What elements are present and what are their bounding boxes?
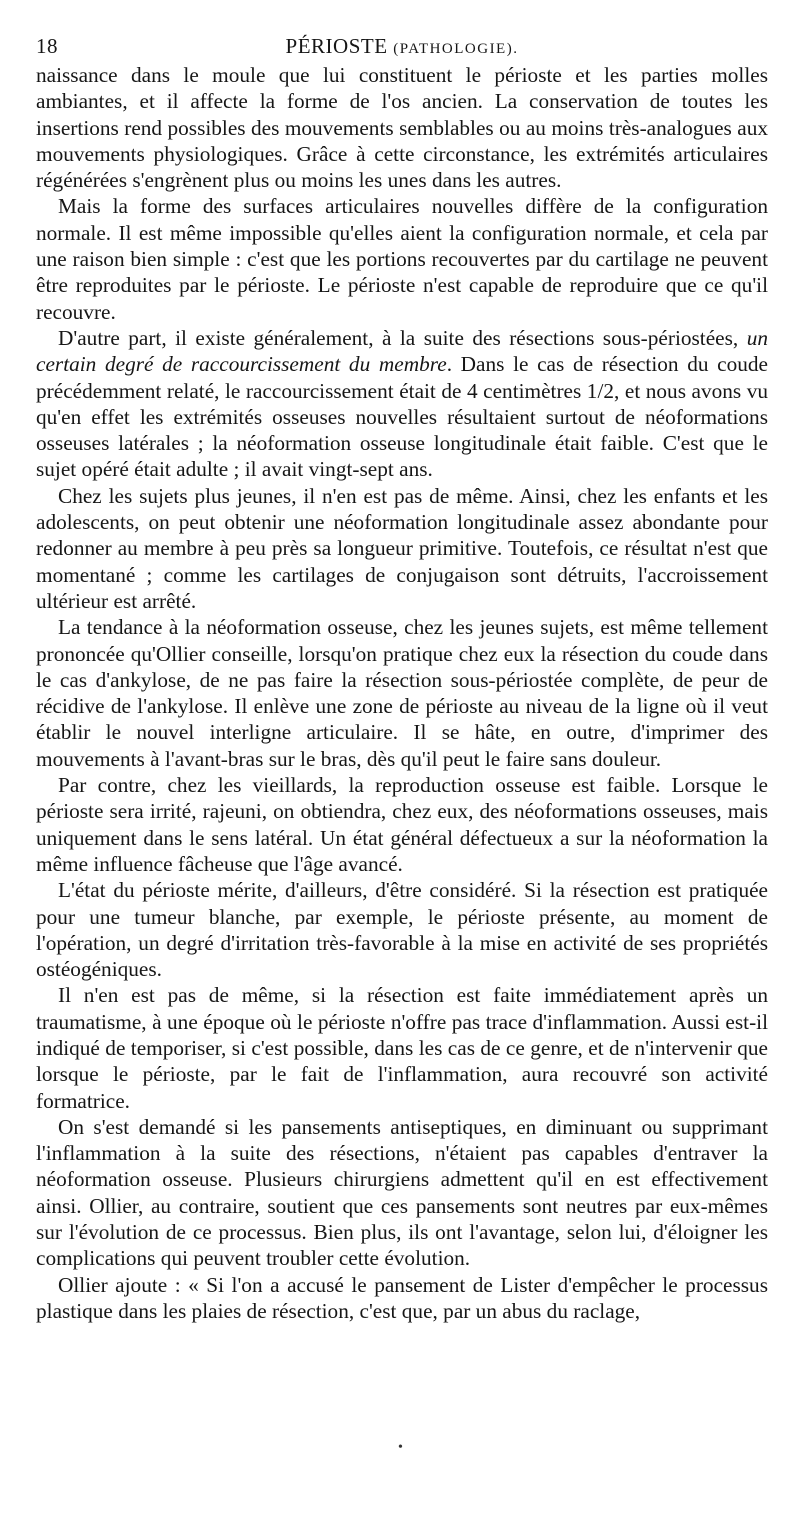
paragraph [36, 1272, 768, 1325]
paragraph [36, 614, 768, 772]
footer-mark: • [398, 1440, 403, 1455]
text-segment: L'état du périoste mérite, d'ailleurs, d'être considéré. Si la résection est pratiquée pour une tumeur blanche, par exemple, le périoste présente, au moment de l'opération, un degré d'irritation très-favorable à la mise en activité de ses propriétés ostéogéniques. [36, 878, 768, 982]
running-title [36, 34, 768, 59]
running-header [36, 28, 768, 62]
body-text [36, 62, 768, 1324]
page-number: 18 [36, 34, 58, 58]
text-segment: On s'est demandé si les pansements antiseptiques, en diminuant ou supprimant l'inflammation à la suite des résections, n'étaient pas capables d'entraver la néoformation osseuse. Plusieurs chirurgiens admettent qu'il en est effectivement ainsi. Ollier, au contraire, soutient que ces pansements sont neutres par eux-mêmes sur l'évolution de ce processus. Bien plus, ils ont l'avantage, selon lui, d'éloigner les complications qui peuvent troubler cette évolution. [36, 1114, 768, 1271]
text-segment: naissance dans le moule que lui constituent le périoste et les parties molles ambiantes, et il affecte la forme de l'os ancien. La conservation de toutes les insertions rend possibles des mouvements semblables ou au moins très-analogues aux mouvements physiologiques. Grâce à cette circonstance, les extrémités articulaires régénérées s'engrènent plus ou moins les unes dans les autres. [36, 63, 768, 193]
text-segment: D'autre part, il existe généralement, à la suite des résections sous-périostées, [58, 325, 747, 350]
text-segment: La tendance à la néoformation osseuse, chez les jeunes sujets, est même tellement prononcée qu'Ollier conseille, lorsqu'on pratique chez eux la résection du coude dans le cas d'ankylose, de ne pas faire la résection sous-périostée complète, de peur de récidive de l'ankylose. Il enlève une zone de périoste au niveau de la ligne où il veut établir le nouvel interligne articulaire. Il se hâte, en outre, d'imprimer des mouvements à l'avant-bras sur le bras, dès qu'il peut le faire sans douleur. [36, 615, 768, 771]
italic-text: un certain degré de raccourcissement du membre [36, 325, 768, 377]
paragraph [36, 193, 768, 324]
paragraph [36, 483, 768, 614]
text-segment: Chez les sujets plus jeunes, il n'en est pas de même. Ainsi, chez les enfants et les adolescents, on peut obtenir une néoformation longitudinale assez abondante pour redonner au membre à peu près sa longueur primitive. Toutefois, ce résultat n'est que momentané ; comme les cartilages de conjugaison sont détruits, l'accroissement ultérieur est arrêté. [36, 483, 768, 613]
paragraph [36, 982, 768, 1113]
book-page [36, 28, 768, 1324]
paragraph [36, 772, 768, 877]
paragraph [36, 877, 768, 982]
running-title-sub: (PATHOLOGIE). [393, 41, 519, 57]
paragraph [36, 325, 768, 483]
text-segment: . Dans le cas de résection du coude précédemment relaté, le raccourcissement était de 4 centimètres 1/2, et nous avons vu qu'en effet les extrémités osseuses nouvelles résultaient surtout de néoformations osseuses latérales ; la néoformation osseuse longitudinale était faible. C'est que le sujet opéré était adulte ; il avait vingt-sept ans. [36, 352, 769, 482]
text-segment: Par contre, chez les vieillards, la reproduction osseuse est faible. Lorsque le périoste sera irrité, rajeuni, on obtiendra, chez eux, des néoformations osseuses, mais uniquement dans le sens latéral. Un état général défectueux a sur la néoformation la même influence fâcheuse que l'âge avancé. [36, 773, 768, 876]
paragraph [36, 1114, 768, 1272]
paragraph [36, 62, 768, 193]
running-title-main: PÉRIOSTE [285, 34, 388, 58]
text-segment: Mais la forme des surfaces articulaires nouvelles diffère de la configuration normale. Il est même impossible qu'elles aient la configuration normale, et cela par une raison bien simple : c'est que les portions recouvertes par du cartilage ne peuvent être reproduites par le périoste. Le périoste n'est capable de reproduire que ce qu'il recouvre. [36, 194, 768, 324]
text-segment: Il n'en est pas de même, si la résection est faite immédiatement après un traumatisme, à une époque où le périoste n'offre pas trace d'inflammation. Aussi est-il indiqué de temporiser, si c'est possible, dans les cas de ce genre, et de n'intervenir que lorsque le périoste, par le fait de l'inflammation, aura recouvré son activité formatrice. [36, 983, 768, 1113]
text-segment: Ollier ajoute : « Si l'on a accusé le pansement de Lister d'empêcher le processus plastique dans les plaies de résection, c'est que, par un abus du raclage, [36, 1272, 768, 1323]
